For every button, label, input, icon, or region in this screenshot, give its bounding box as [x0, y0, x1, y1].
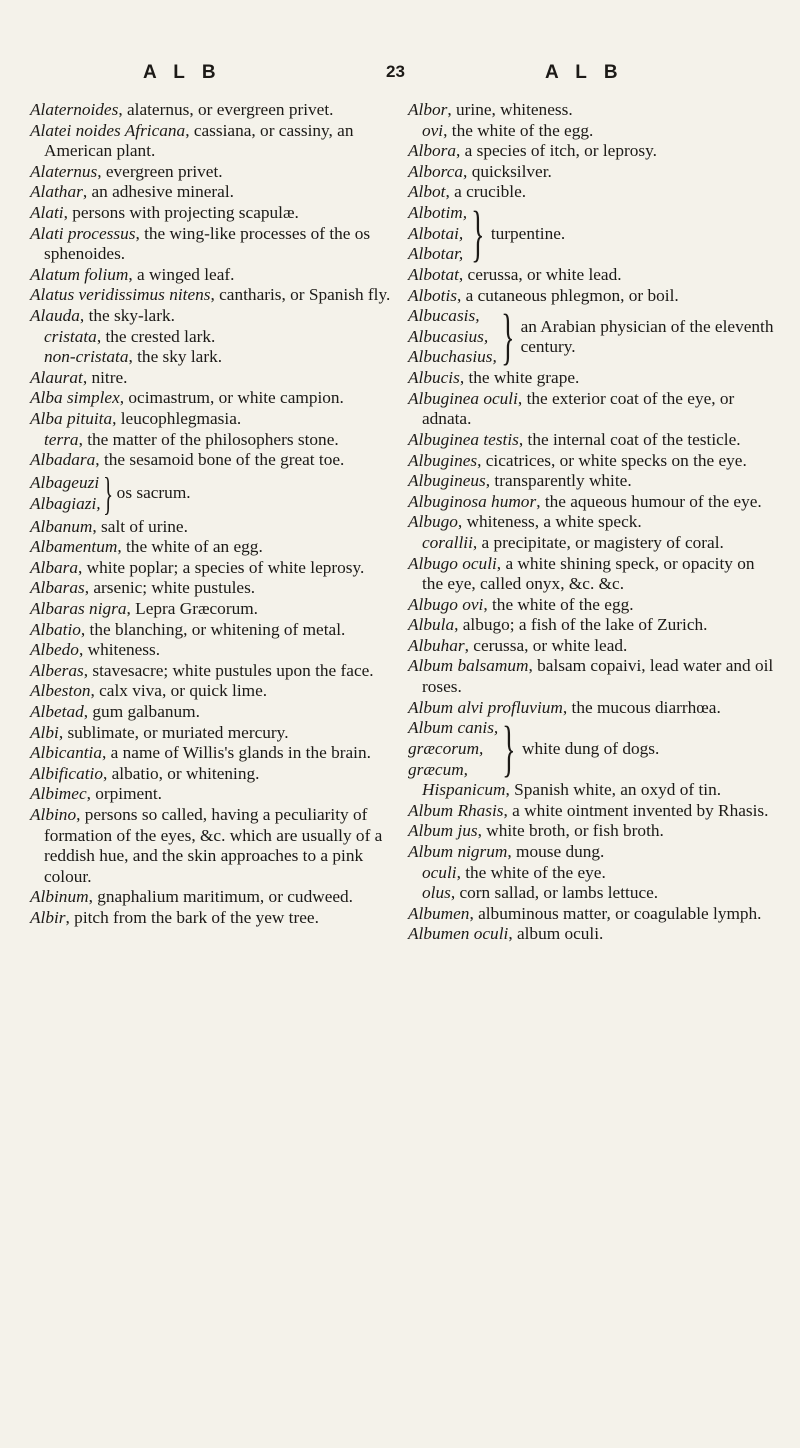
dictionary-entry	[30, 409, 395, 430]
headword: Albetad	[30, 702, 84, 722]
dictionary-entry	[408, 368, 774, 389]
definition: , the exterior coat of the eye, or adnata.	[422, 388, 735, 429]
dictionary-entry	[30, 203, 395, 224]
definition: , a precipitate, or magistery of coral.	[472, 532, 724, 552]
dictionary-entry	[30, 908, 395, 929]
definition: , evergreen privet.	[97, 161, 223, 181]
headword: Alatei noides Africana	[30, 120, 186, 140]
dictionary-entry	[408, 389, 774, 430]
definition: , cerussa, or white lead.	[458, 264, 622, 284]
dictionary-entry	[408, 842, 774, 863]
dictionary-entry	[30, 121, 395, 162]
definition: , alaternus, or evergreen privet.	[118, 100, 334, 119]
dictionary-entry	[408, 595, 774, 616]
headword: Albamentum	[30, 537, 118, 557]
definition: , a species of itch, or leprosy.	[456, 141, 657, 161]
headword: Albucasis,	[408, 306, 480, 326]
entry-group	[30, 467, 395, 519]
dictionary-entry	[408, 100, 774, 121]
dictionary-entry	[30, 306, 395, 327]
dictionary-entry	[30, 743, 395, 764]
definition: , the blanching, or whitening of metal.	[80, 619, 346, 639]
headword: Alba simplex	[30, 388, 120, 408]
brace-glyph: }	[502, 715, 516, 784]
sub-entry	[408, 533, 774, 554]
definition: , leucophlegmasia.	[112, 408, 242, 428]
dictionary-entry	[30, 224, 395, 265]
dictionary-entry	[30, 285, 395, 306]
definition: , whiteness, a white speck.	[457, 512, 642, 532]
dictionary-entry	[408, 801, 774, 822]
definition: white dung of dogs.	[522, 738, 660, 758]
headword: Alatum folium	[30, 264, 129, 284]
headword: Albuchasius,	[408, 347, 497, 367]
headword: Album nigrum	[408, 842, 508, 862]
headword: Album canis,	[408, 718, 499, 738]
definition: , Lepra Græcorum.	[126, 599, 258, 619]
headword: Album Rhasis	[408, 800, 504, 820]
sub-entry	[408, 121, 774, 142]
dictionary-entry	[408, 451, 774, 472]
definition: , orpiment.	[86, 784, 162, 804]
dictionary-entry	[408, 492, 774, 513]
definition: , the mucous diarrhœa.	[562, 697, 721, 717]
definition: , pitch from the bark of the yew tree.	[65, 907, 319, 927]
headword: Albotim,	[408, 203, 468, 223]
definition: , the aqueous humour of the eye.	[536, 491, 762, 511]
headword: Albuhar	[408, 635, 465, 655]
dictionary-entry	[408, 656, 774, 697]
headword: Alaurat	[30, 367, 83, 387]
dictionary-entry	[30, 620, 395, 641]
dictionary-entry	[408, 430, 774, 451]
definition: , albatio, or whitening.	[102, 763, 260, 783]
definition: , a white ointment invented by Rhasis.	[503, 800, 769, 820]
headword: Alaternus	[30, 161, 98, 181]
running-head-left: A L B	[143, 62, 222, 83]
definition: , a name of Willis's glands in the brain.	[102, 743, 371, 763]
definition: , the matter of the philosophers stone.	[78, 429, 339, 449]
headword: Albaras	[30, 578, 85, 598]
headword: cristata	[44, 326, 97, 346]
definition: , corn sallad, or lambs lettuce.	[450, 883, 659, 903]
headword: Alborca	[408, 161, 464, 181]
headword: Alauda	[30, 305, 80, 325]
dictionary-entry	[30, 661, 395, 682]
headword: Alathar	[30, 182, 83, 202]
dictionary-entry	[408, 698, 774, 719]
headword: Albugineus	[408, 471, 486, 491]
definition: , the crested lark.	[96, 326, 216, 346]
headword: Albuginea oculi	[408, 388, 518, 408]
dictionary-entry	[408, 512, 774, 533]
headword: Hispanicum	[422, 780, 506, 800]
dictionary-entry	[30, 681, 395, 702]
definition: , persons so called, having a peculiarity of formation of the eyes, &c. which are usually of a reddish hue, and the skin approaches to a pink colour.	[44, 805, 383, 886]
dictionary-entry	[408, 471, 774, 492]
headword: Albotat	[408, 264, 459, 284]
running-head-right: A L B	[545, 62, 624, 83]
definition: , nitre.	[82, 367, 128, 387]
definition: , the internal coat of the testicle.	[518, 429, 741, 449]
brace-glyph: }	[102, 467, 113, 519]
brace-glyph: }	[471, 199, 485, 268]
headword: Album jus	[408, 821, 478, 841]
page-number: 23	[386, 62, 405, 81]
headword: Album balsamum	[408, 656, 529, 676]
headword: Albuginea testis	[408, 429, 519, 449]
definition: , a white shining speck, or opacity on the eye, called onyx, &c. &c.	[422, 553, 755, 594]
headword: Albotis	[408, 285, 457, 305]
dictionary-entry	[408, 286, 774, 307]
headword: Albugo ovi	[408, 594, 484, 614]
dictionary-entry	[408, 821, 774, 842]
headword: Albugo	[408, 512, 458, 532]
definition: , stavesacre; white pustules upon the face.	[83, 660, 374, 680]
dictionary-entry	[408, 554, 774, 595]
definition: , mouse dung.	[507, 842, 605, 862]
definition: , a winged leaf.	[128, 264, 235, 284]
headword: Alatus veridissimus nitens	[30, 285, 211, 305]
dictionary-entry	[30, 764, 395, 785]
dictionary-entry	[408, 162, 774, 183]
headword: Albotar,	[408, 244, 464, 264]
headword: Alati	[30, 202, 64, 222]
definition: , cerussa, or white lead.	[464, 635, 628, 655]
headword: olus	[422, 883, 451, 903]
headword: Albadara	[30, 450, 96, 470]
dictionary-entry	[30, 702, 395, 723]
sub-entry	[30, 327, 395, 348]
definition: , album oculi.	[508, 924, 604, 944]
dictionary-entry	[30, 887, 395, 908]
headword: Alati processus	[30, 223, 136, 243]
headword: Albimec	[30, 784, 87, 804]
definition: , gnaphalium maritimum, or cudweed.	[88, 887, 353, 907]
sub-entry	[30, 347, 395, 368]
definition: , the white of the egg.	[443, 120, 594, 140]
headword: Albaras nigra	[30, 599, 127, 619]
headword: Albuginosa humor	[408, 491, 537, 511]
headword: Albot	[408, 182, 446, 202]
definition: , white poplar; a species of white leprosy.	[78, 557, 365, 577]
headword: oculi	[422, 862, 457, 882]
dictionary-entry	[408, 636, 774, 657]
headword: Alba pituita	[30, 408, 113, 428]
dictionary-entry	[30, 100, 395, 121]
headword: terra	[44, 429, 79, 449]
definition: , the sky lark.	[128, 347, 223, 367]
definition: , a crucible.	[445, 182, 527, 202]
definition: , cantharis, or Spanish fly.	[210, 285, 391, 305]
definition: , cicatrices, or white specks on the eye.	[477, 450, 747, 470]
definition: , Spanish white, an oxyd of tin.	[505, 780, 722, 800]
definition: , a cutaneous phlegmon, or boil.	[456, 285, 679, 305]
headword: Album alvi profluvium	[408, 697, 563, 717]
brace-glyph: }	[500, 303, 515, 372]
headword: Alaternoides	[30, 100, 119, 119]
headword: corallii	[422, 532, 473, 552]
headword: græcorum,	[408, 738, 484, 758]
headword: Albageuzi	[30, 473, 100, 493]
sub-entry	[408, 780, 774, 801]
definition: , arsenic; white pustules.	[84, 578, 256, 598]
definition: , the sky-lark.	[79, 305, 175, 325]
headword: Albugines	[408, 450, 478, 470]
dictionary-entry	[30, 578, 395, 599]
headword: Alberas	[30, 660, 84, 680]
definition: , ocimastrum, or white campion.	[119, 388, 344, 408]
definition: , cassiana, or cassiny, an American plant.	[44, 120, 354, 161]
definition: , the white of the egg.	[483, 594, 634, 614]
headword: Albino	[30, 805, 77, 824]
definition: , albuminous matter, or coagulable lymph.	[469, 903, 762, 923]
sub-entry	[408, 863, 774, 884]
dictionary-entry	[30, 182, 395, 203]
headword: Albara	[30, 557, 79, 577]
definition: , gum galbanum.	[83, 702, 200, 722]
dictionary-entry	[408, 615, 774, 636]
dictionary-entry	[408, 924, 774, 945]
dictionary-entry	[30, 517, 395, 538]
dictionary-entry	[30, 784, 395, 805]
headword: Albicantia	[30, 743, 102, 763]
definition: , albugo; a fish of the lake of Zurich.	[454, 615, 708, 635]
definition: , the white of the eye.	[456, 862, 606, 882]
definition: , whiteness.	[78, 640, 161, 660]
headword: Albi	[30, 722, 59, 742]
definition: , persons with projecting scapulæ.	[63, 202, 299, 222]
definition: , quicksilver.	[463, 161, 552, 181]
headword: Albanum	[30, 516, 93, 536]
dictionary-entry	[30, 558, 395, 579]
definition: , an adhesive mineral.	[82, 182, 234, 202]
headword: Albatio	[30, 619, 81, 639]
entry-group	[408, 199, 774, 268]
definition: , urine, whiteness.	[447, 100, 573, 119]
definition: , calx viva, or quick lime.	[90, 681, 268, 701]
right-column	[408, 100, 774, 945]
definition: , balsam copaivi, lead water and oil roses.	[422, 656, 774, 697]
headword: Albagiazi,	[30, 493, 101, 513]
headword: Albificatio	[30, 763, 103, 783]
definition: os sacrum.	[116, 483, 191, 503]
headword: Albor	[408, 100, 448, 119]
headword: Albedo	[30, 640, 79, 660]
headword: Albora	[408, 141, 457, 161]
definition: , sublimate, or muriated mercury.	[58, 722, 289, 742]
definition: turpentine.	[490, 223, 566, 243]
definition: , the white of an egg.	[117, 537, 263, 557]
entry-group	[408, 303, 774, 372]
headword: Albir	[30, 907, 66, 927]
dictionary-entry	[30, 599, 395, 620]
definition: , transparently white.	[485, 471, 632, 491]
dictionary-entry	[30, 388, 395, 409]
dictionary-entry	[408, 265, 774, 286]
headword: Albotai,	[408, 223, 464, 243]
definition: an Arabian physician of the eleventh century.	[520, 316, 774, 357]
headword: Albula	[408, 615, 455, 635]
dictionary-entry	[30, 450, 395, 471]
dictionary-entry	[30, 723, 395, 744]
definition: , the wing-like processes of the os sphenoides.	[44, 223, 371, 264]
dictionary-entry	[30, 537, 395, 558]
definition: , white broth, or fish broth.	[477, 821, 664, 841]
headword: Albumen oculi	[408, 924, 509, 944]
headword: Albeston	[30, 681, 91, 701]
sub-entry	[408, 883, 774, 904]
headword: Albugo oculi	[408, 553, 497, 573]
dictionary-entry	[30, 368, 395, 389]
entry-group	[408, 715, 774, 784]
headword: Albucasius,	[408, 326, 489, 346]
definition: , salt of urine.	[92, 516, 188, 536]
headword: Albumen	[408, 903, 470, 923]
headword: non-cristata	[44, 347, 129, 367]
dictionary-entry	[408, 904, 774, 925]
definition: , the white grape.	[459, 368, 580, 388]
sub-entry	[30, 430, 395, 451]
dictionary-entry	[30, 162, 395, 183]
page-header	[0, 62, 800, 92]
dictionary-entry	[30, 640, 395, 661]
dictionary-entry	[30, 805, 395, 887]
left-column	[30, 100, 395, 929]
dictionary-entry	[30, 265, 395, 286]
dictionary-entry	[408, 182, 774, 203]
headword: Albinum	[30, 887, 89, 907]
headword: Albucis	[408, 368, 460, 388]
dictionary-entry	[408, 141, 774, 162]
headword: græcum,	[408, 759, 469, 779]
headword: ovi	[422, 120, 444, 140]
definition: , the sesamoid bone of the great toe.	[95, 450, 345, 470]
